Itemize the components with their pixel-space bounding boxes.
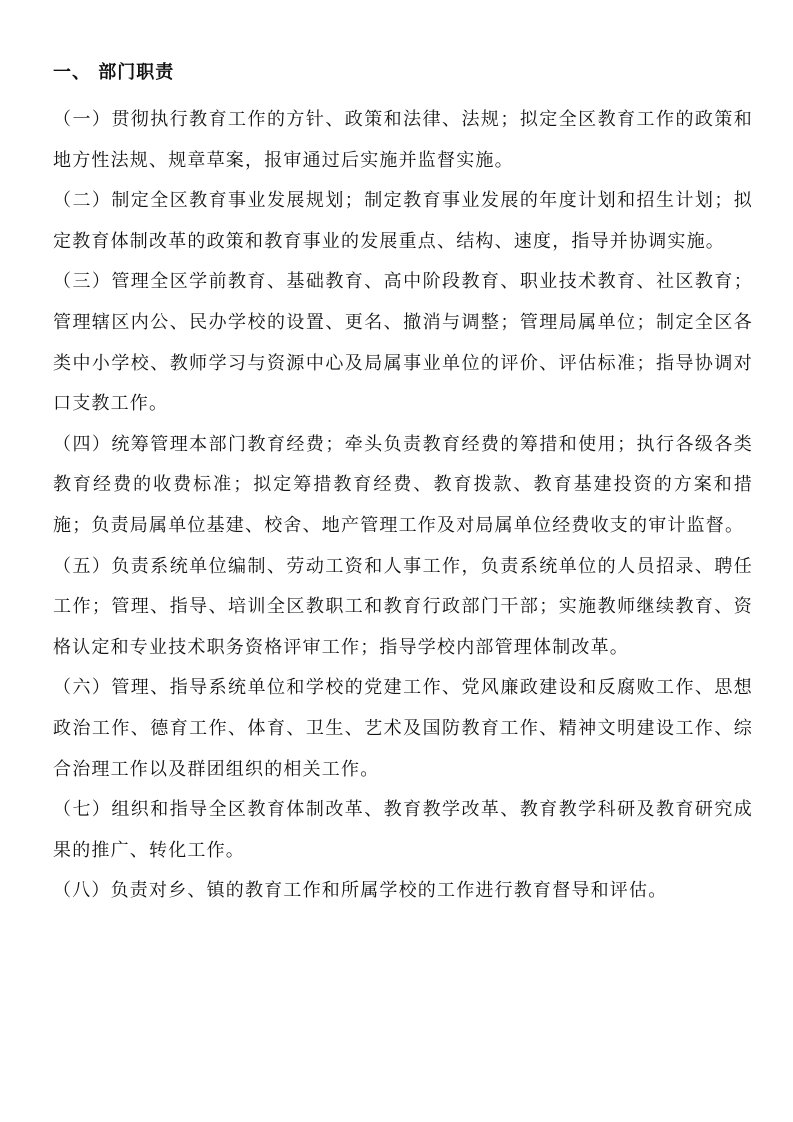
section-heading: 一、 部门职责 [53, 62, 175, 83]
duty-paragraph-3: （三）管理全区学前教育、基础教育、高中阶段教育、职业技术教育、社区教育；管理辖区内公、民办学校的设置、更名、撤消与调整；管理局属单位；制定全区各类中小学校、教师学习与资源中心及局属事业单位的评价、评估标准；指导协调对口支教工作。 [53, 271, 753, 415]
duty-paragraph-1: （一）贯彻执行教育工作的方针、政策和法律、法规；拟定全区教育工作的政策和地方性法规、规章草案，报审通过后实施并监督实施。 [53, 109, 753, 171]
document-page [53, 54, 753, 912]
duty-paragraph-7: （七）组织和指导全区教育体制改革、教育教学改革、教育教学科研及教育研究成果的推广、转化工作。 [53, 799, 753, 861]
duty-paragraph-6: （六）管理、指导系统单位和学校的党建工作、党风廉政建设和反腐败工作、思想政治工作、德育工作、体育、卫生、艺术及国防教育工作、精神文明建设工作、综合治理工作以及群团组织的相关工作。 [53, 677, 753, 780]
duty-paragraph-5: （五）负责系统单位编制、劳动工资和人事工作，负责系统单位的人员招录、聘任工作；管理、指导、培训全区教职工和教育行政部门干部；实施教师继续教育、资格认定和专业技术职务资格评审工作；指导学校内部管理体制改革。 [53, 555, 753, 658]
duty-paragraph-4: （四）统筹管理本部门教育经费；牵头负责教育经费的筹措和使用；执行各级各类教育经费的收费标准；拟定筹措教育经费、教育拨款、教育基建投资的方案和措施；负责局属单位基建、校舍、地产管理工作及对局属单位经费收支的审计监督。 [53, 433, 753, 536]
duty-paragraph-2: （二）制定全区教育事业发展规划；制定教育事业发展的年度计划和招生计划；拟定教育体制改革的政策和教育事业的发展重点、结构、速度，指导并协调实施。 [53, 190, 753, 252]
duty-paragraph-8: （八）负责对乡、镇的教育工作和所属学校的工作进行教育督导和评估。 [53, 880, 668, 902]
